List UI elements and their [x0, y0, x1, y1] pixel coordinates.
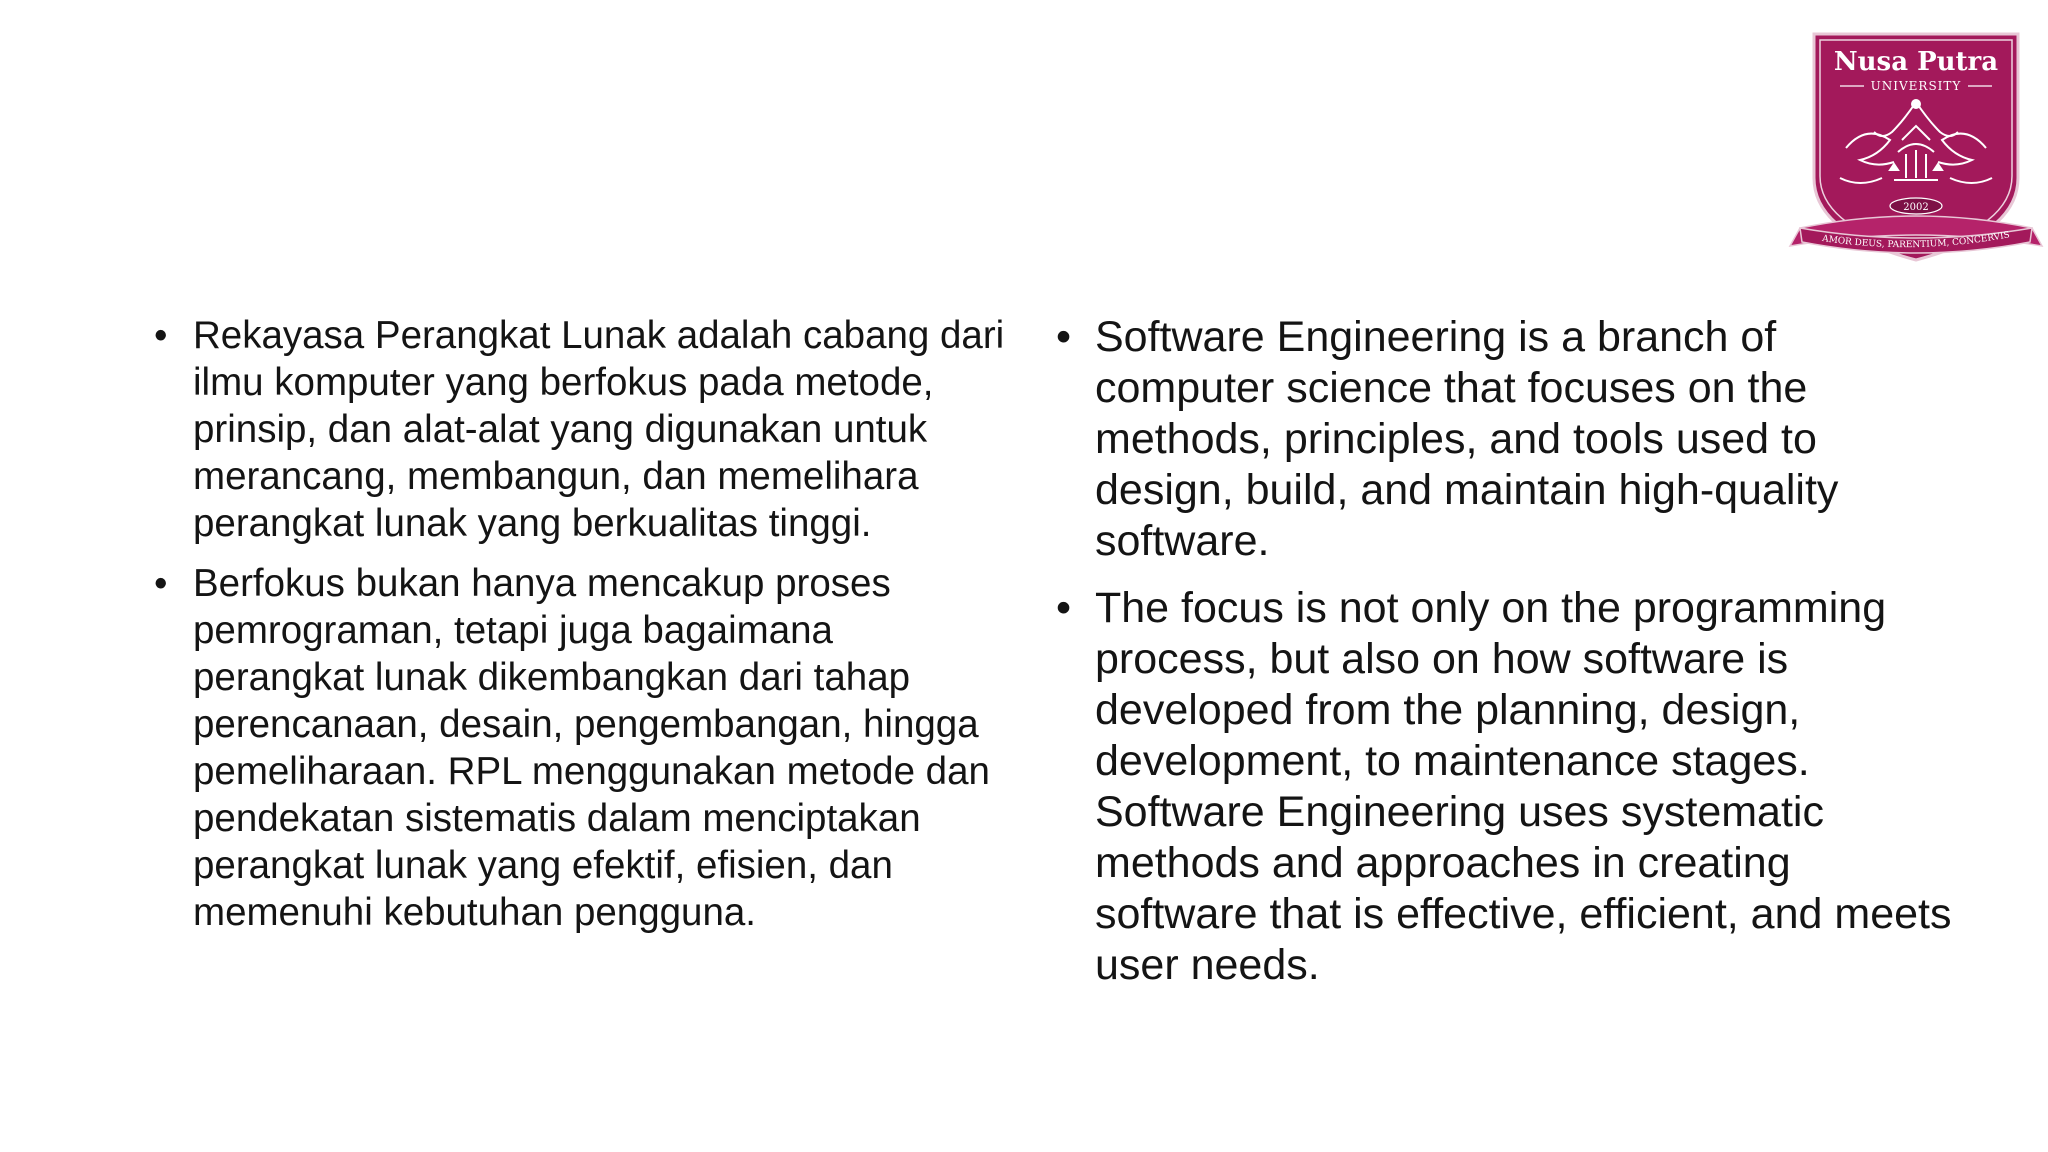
left-bullet-item [154, 560, 1014, 936]
bullet-icon: • [1056, 313, 1072, 361]
right-bullet-list [1056, 312, 1956, 991]
logo-motto-text: AMOR DEUS, PARENTIUM, CONCERVIS [1821, 230, 2011, 251]
logo-name-line2: UNIVERSITY [1870, 79, 1962, 93]
left-bullet-text: Rekayasa Perangkat Lunak adalah cabang dari ilmu komputer yang berfokus pada metode, prinsip, dan alat-alat yang digunakan untuk merancang, membangun, dan memelihara perangkat lunak yang berkualitas tinggi. [193, 314, 1005, 545]
university-crest-icon [1786, 28, 2046, 288]
left-bullet-text: Berfokus bukan hanya mencakup proses pemrograman, tetapi juga bagaimana perangkat lunak dikembangkan dari tahap perencanaan, desain, pengembangan, hingga pemeliharaan. RPL menggunakan metode dan pendekatan sistematis dalam menciptakan perangkat lunak yang efektif, efisien, dan memenuhi kebutuhan pengguna. [193, 562, 990, 934]
bullet-icon: • [154, 562, 168, 605]
left-bullet-item [154, 312, 1014, 547]
right-bullet-item [1056, 583, 1956, 991]
right-bullet-text: The focus is not only on the programming process, but also on how software is developed from the planning, design, development, to maintenance stages. Software Engineering uses systematic methods and approaches in creating software that is effective, efficient, and meets user needs. [1095, 584, 1952, 989]
left-bullet-list [154, 312, 1014, 936]
right-bullet-item [1056, 312, 1956, 567]
bullet-icon: • [154, 314, 168, 357]
bullet-icon: • [1056, 584, 1072, 632]
right-bullet-text: Software Engineering is a branch of computer science that focuses on the methods, principles, and tools used to design, build, and maintain high-quality software. [1095, 313, 1839, 565]
logo-name-line1: Nusa Putra [1833, 47, 1999, 77]
logo-year: 2002 [1903, 202, 1929, 213]
